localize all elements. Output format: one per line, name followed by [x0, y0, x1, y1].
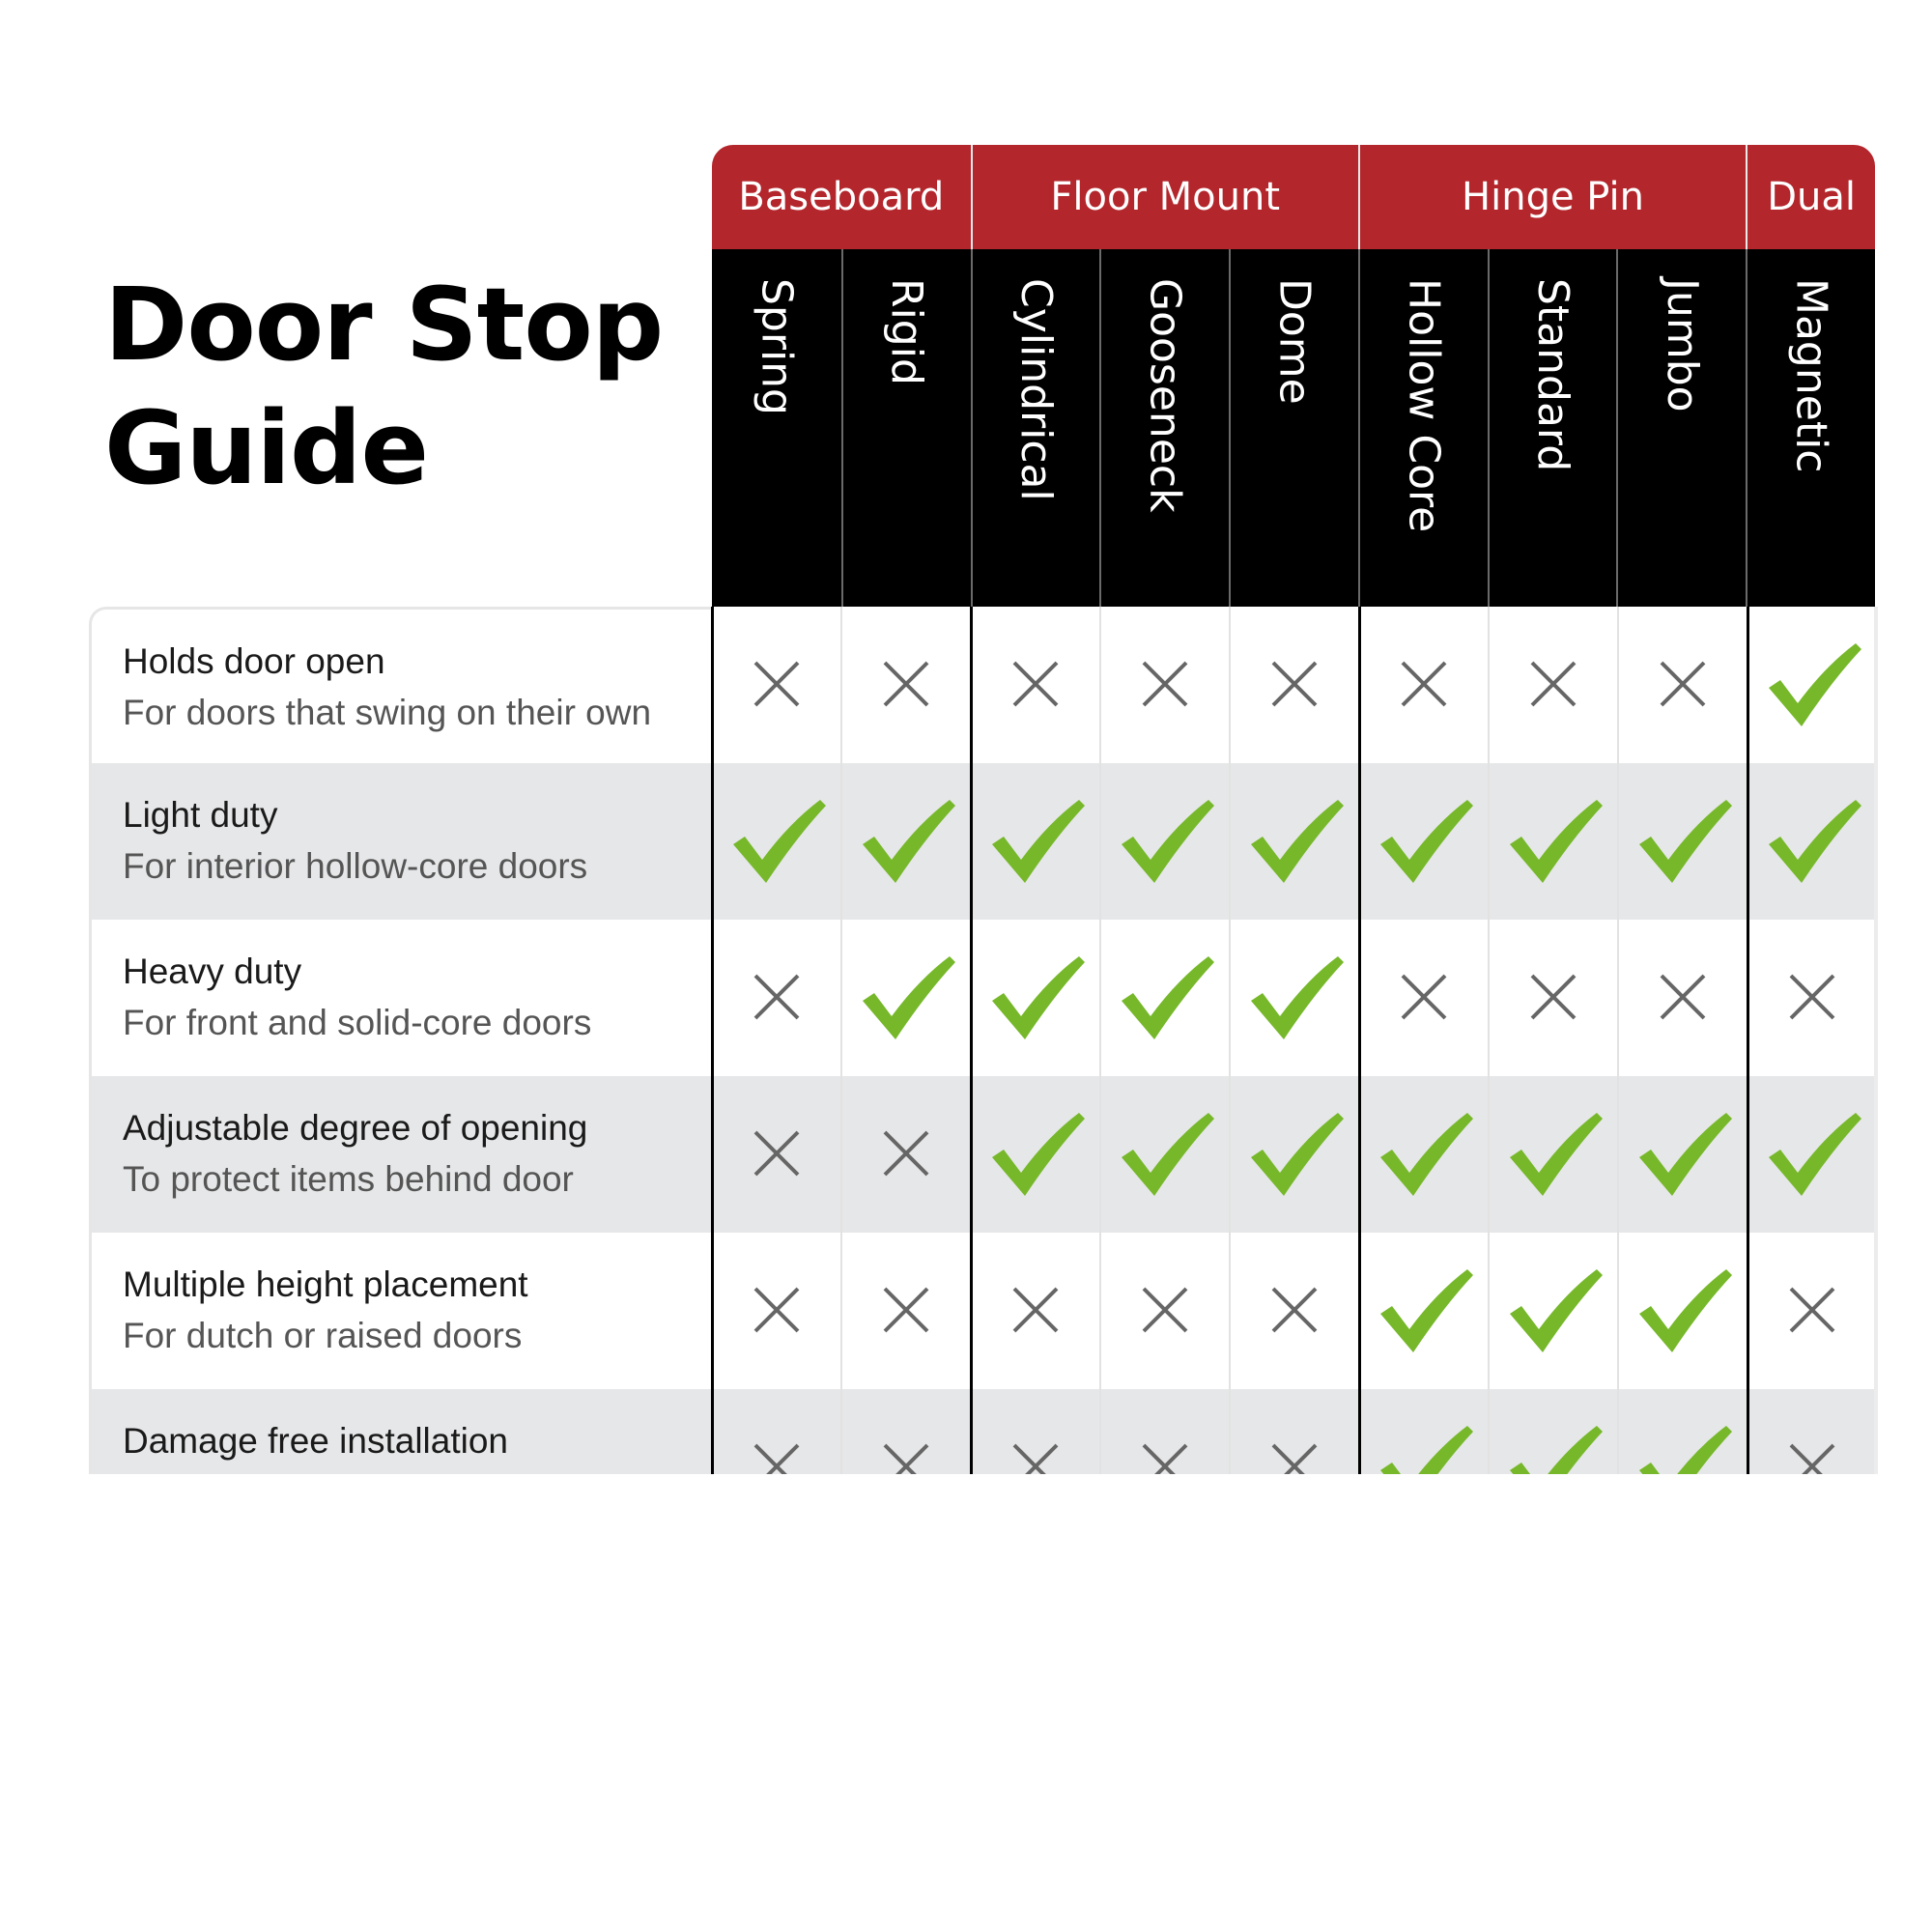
mark-cell-spring [712, 1233, 841, 1389]
table-row [89, 1233, 1878, 1389]
mark-cell-cylindrical [971, 920, 1100, 1076]
mark-cell-magnetic [1747, 1076, 1877, 1233]
mark-cell-dome [1230, 607, 1359, 763]
feature-title: Heavy duty [123, 952, 302, 991]
group-divider [970, 607, 973, 1474]
column-header-cylindrical [971, 249, 1100, 607]
mark-cell-dome [1230, 763, 1359, 920]
mark-cell-jumbo [1618, 763, 1747, 920]
cross-icon [971, 1233, 1100, 1389]
check-icon [1230, 920, 1359, 1076]
mark-cell-hollow-core [1359, 763, 1489, 920]
mark-cell-rigid [841, 607, 971, 763]
column-divider [1617, 607, 1619, 1474]
check-mark [1769, 1113, 1861, 1196]
check-icon [841, 763, 971, 920]
check-mark [1639, 1269, 1732, 1352]
mark-cell-hollow-core [1359, 1389, 1489, 1474]
cross-icon [1618, 607, 1747, 763]
mark-cell-dome [1230, 1076, 1359, 1233]
check-icon [1359, 1389, 1489, 1474]
table-row [89, 920, 1878, 1076]
cross-icon [1230, 1389, 1359, 1474]
group-header-baseboard: Baseboard [738, 175, 945, 219]
feature-subtitle: To protect items behind door [123, 1159, 574, 1199]
mark-cell-dome [1230, 920, 1359, 1076]
feature-title: Damage free installation [123, 1421, 508, 1461]
check-icon [1359, 1076, 1489, 1233]
check-mark [733, 800, 826, 883]
check-mark [863, 956, 955, 1039]
group-header-floor-mount: Floor Mount [971, 145, 1358, 249]
cross-icon [1747, 1389, 1877, 1474]
mark-cell-gooseneck [1100, 1389, 1230, 1474]
group-divider [711, 607, 714, 1474]
mark-cell-rigid [841, 1076, 971, 1233]
check-mark [1251, 956, 1344, 1039]
mark-cell-standard [1489, 763, 1618, 920]
mark-cell-rigid [841, 763, 971, 920]
cross-icon [712, 607, 841, 763]
check-icon [1230, 1076, 1359, 1233]
mark-cell-magnetic [1747, 763, 1877, 920]
mark-cell-rigid [841, 1389, 971, 1474]
check-mark [1639, 1113, 1732, 1196]
mark-cell-magnetic [1747, 607, 1877, 763]
column-header-row [712, 249, 1875, 607]
mark-cell-cylindrical [971, 607, 1100, 763]
mark-cell-standard [1489, 607, 1618, 763]
table-row [89, 607, 1878, 763]
mark-cell-hollow-core [1359, 1233, 1489, 1389]
check-mark [1510, 1269, 1603, 1352]
column-header-spring [712, 249, 841, 607]
cross-icon [1100, 1389, 1230, 1474]
check-mark [1639, 1426, 1732, 1474]
page-title [104, 263, 663, 510]
mark-cell-gooseneck [1100, 607, 1230, 763]
feature-subtitle: For interior hollow-core doors [123, 846, 588, 886]
check-mark [1380, 1426, 1473, 1474]
mark-cell-standard [1489, 1076, 1618, 1233]
mark-cell-gooseneck [1100, 1233, 1230, 1389]
mark-cell-spring [712, 607, 841, 763]
check-mark [1769, 800, 1861, 883]
column-label: Magnetic [1786, 278, 1836, 473]
mark-cell-standard [1489, 1389, 1618, 1474]
check-mark [1380, 1113, 1473, 1196]
check-mark [992, 800, 1085, 883]
table-row [89, 1389, 1878, 1474]
check-icon [971, 920, 1100, 1076]
check-mark [1380, 800, 1473, 883]
mark-cell-spring [712, 1389, 841, 1474]
check-icon [1618, 1076, 1747, 1233]
mark-cell-hollow-core [1359, 1076, 1489, 1233]
column-label: Dome [1269, 278, 1320, 405]
mark-cell-jumbo [1618, 1389, 1747, 1474]
title-line-1: Door Stop [104, 266, 664, 384]
column-header-hollow-core [1358, 249, 1488, 607]
column-label: Cylindrical [1010, 278, 1061, 501]
feature-title: Holds door open [123, 641, 385, 681]
cross-icon [1489, 920, 1618, 1076]
table-right-edge [1874, 607, 1878, 1474]
check-icon [712, 763, 841, 920]
group-header-hinge-pin: Hinge Pin [1358, 145, 1746, 249]
mark-cell-magnetic [1747, 920, 1877, 1076]
cross-icon [841, 1389, 971, 1474]
check-mark [1510, 800, 1603, 883]
cross-icon [1100, 607, 1230, 763]
group-header-row [712, 145, 1875, 249]
check-icon [1747, 1076, 1877, 1233]
mark-cell-magnetic [1747, 1389, 1877, 1474]
cross-icon [1747, 920, 1877, 1076]
column-header-gooseneck [1099, 249, 1229, 607]
mark-cell-jumbo [1618, 1233, 1747, 1389]
group-divider [1747, 607, 1749, 1474]
mark-cell-spring [712, 920, 841, 1076]
mark-cell-rigid [841, 920, 971, 1076]
check-icon [1359, 763, 1489, 920]
feature-cell [89, 1389, 712, 1474]
group-header-dual: Dual [1746, 145, 1875, 249]
mark-cell-hollow-core [1359, 920, 1489, 1076]
check-mark [1122, 1113, 1214, 1196]
feature-title: Light duty [123, 795, 278, 835]
cross-icon [1618, 920, 1747, 1076]
cross-icon [1359, 607, 1489, 763]
cross-icon [1230, 1233, 1359, 1389]
comparison-table-body [89, 607, 1878, 1474]
check-icon [1489, 1076, 1618, 1233]
cross-icon [1100, 1233, 1230, 1389]
cross-icon [971, 607, 1100, 763]
table-row [89, 763, 1878, 920]
mark-cell-cylindrical [971, 763, 1100, 920]
mark-cell-rigid [841, 1233, 971, 1389]
cross-icon [1230, 607, 1359, 763]
column-header-jumbo [1616, 249, 1746, 607]
check-icon [1489, 1233, 1618, 1389]
column-divider [1099, 607, 1101, 1474]
feature-cell [89, 920, 712, 1076]
feature-cell [89, 1076, 712, 1233]
column-label: Gooseneck [1140, 278, 1190, 513]
feature-cell [89, 607, 712, 763]
column-label: Spring [752, 278, 802, 415]
mark-cell-hollow-core [1359, 607, 1489, 763]
check-icon [1747, 763, 1877, 920]
check-mark [992, 956, 1085, 1039]
mark-cell-jumbo [1618, 1076, 1747, 1233]
cross-icon [841, 1076, 971, 1233]
cross-icon [712, 920, 841, 1076]
column-label: Standard [1528, 278, 1578, 472]
column-header-magnetic [1746, 249, 1875, 607]
mark-cell-dome [1230, 1233, 1359, 1389]
check-mark [1510, 1426, 1603, 1474]
mark-cell-cylindrical [971, 1233, 1100, 1389]
cross-icon [712, 1076, 841, 1233]
check-mark [1122, 800, 1214, 883]
column-label: Jumbo [1657, 278, 1707, 412]
check-mark [863, 800, 955, 883]
mark-cell-cylindrical [971, 1389, 1100, 1474]
check-mark [1639, 800, 1732, 883]
cross-icon [971, 1389, 1100, 1474]
check-mark [1380, 1269, 1473, 1352]
feature-title: Adjustable degree of opening [123, 1108, 588, 1148]
check-icon [1230, 763, 1359, 920]
check-mark [1769, 643, 1861, 726]
check-icon [1489, 763, 1618, 920]
feature-subtitle: For front and solid-core doors [123, 1003, 592, 1042]
check-icon [1359, 1233, 1489, 1389]
feature-subtitle: For dutch or raised doors [123, 1316, 523, 1355]
column-label: Rigid [882, 278, 932, 385]
mark-cell-magnetic [1747, 1233, 1877, 1389]
check-mark [1510, 1113, 1603, 1196]
column-divider [1488, 607, 1490, 1474]
check-icon [1618, 763, 1747, 920]
check-icon [971, 1076, 1100, 1233]
feature-cell [89, 1233, 712, 1389]
check-mark [1251, 1113, 1344, 1196]
mark-cell-gooseneck [1100, 1076, 1230, 1233]
check-mark [992, 1113, 1085, 1196]
cross-icon [1489, 607, 1618, 763]
cross-icon [841, 607, 971, 763]
feature-cell [89, 763, 712, 920]
feature-title: Multiple height placement [123, 1264, 528, 1304]
mark-cell-cylindrical [971, 1076, 1100, 1233]
check-icon [1100, 920, 1230, 1076]
check-icon [1489, 1389, 1618, 1474]
column-header-standard [1488, 249, 1617, 607]
column-divider [1229, 607, 1231, 1474]
table-row [89, 1076, 1878, 1233]
title-line-2: Guide [104, 389, 429, 507]
cross-icon [1359, 920, 1489, 1076]
column-header-rigid [841, 249, 971, 607]
cross-icon [712, 1233, 841, 1389]
mark-cell-jumbo [1618, 920, 1747, 1076]
check-icon [841, 920, 971, 1076]
check-icon [1618, 1389, 1747, 1474]
check-mark [1251, 800, 1344, 883]
mark-cell-spring [712, 1076, 841, 1233]
check-mark [1122, 956, 1214, 1039]
column-header-dome [1229, 249, 1358, 607]
check-icon [1618, 1233, 1747, 1389]
column-divider [840, 607, 842, 1474]
cross-icon [1747, 1233, 1877, 1389]
mark-cell-gooseneck [1100, 763, 1230, 920]
mark-cell-spring [712, 763, 841, 920]
check-icon [1747, 607, 1877, 763]
feature-subtitle: For doors that swing on their own [123, 693, 652, 732]
mark-cell-standard [1489, 1233, 1618, 1389]
cross-icon [841, 1233, 971, 1389]
column-label: Hollow Core [1399, 278, 1449, 533]
check-icon [1100, 763, 1230, 920]
mark-cell-jumbo [1618, 607, 1747, 763]
mark-cell-standard [1489, 920, 1618, 1076]
group-divider [1358, 607, 1361, 1474]
mark-cell-gooseneck [1100, 920, 1230, 1076]
mark-cell-dome [1230, 1389, 1359, 1474]
check-icon [971, 763, 1100, 920]
check-icon [1100, 1076, 1230, 1233]
cross-icon [712, 1389, 841, 1474]
